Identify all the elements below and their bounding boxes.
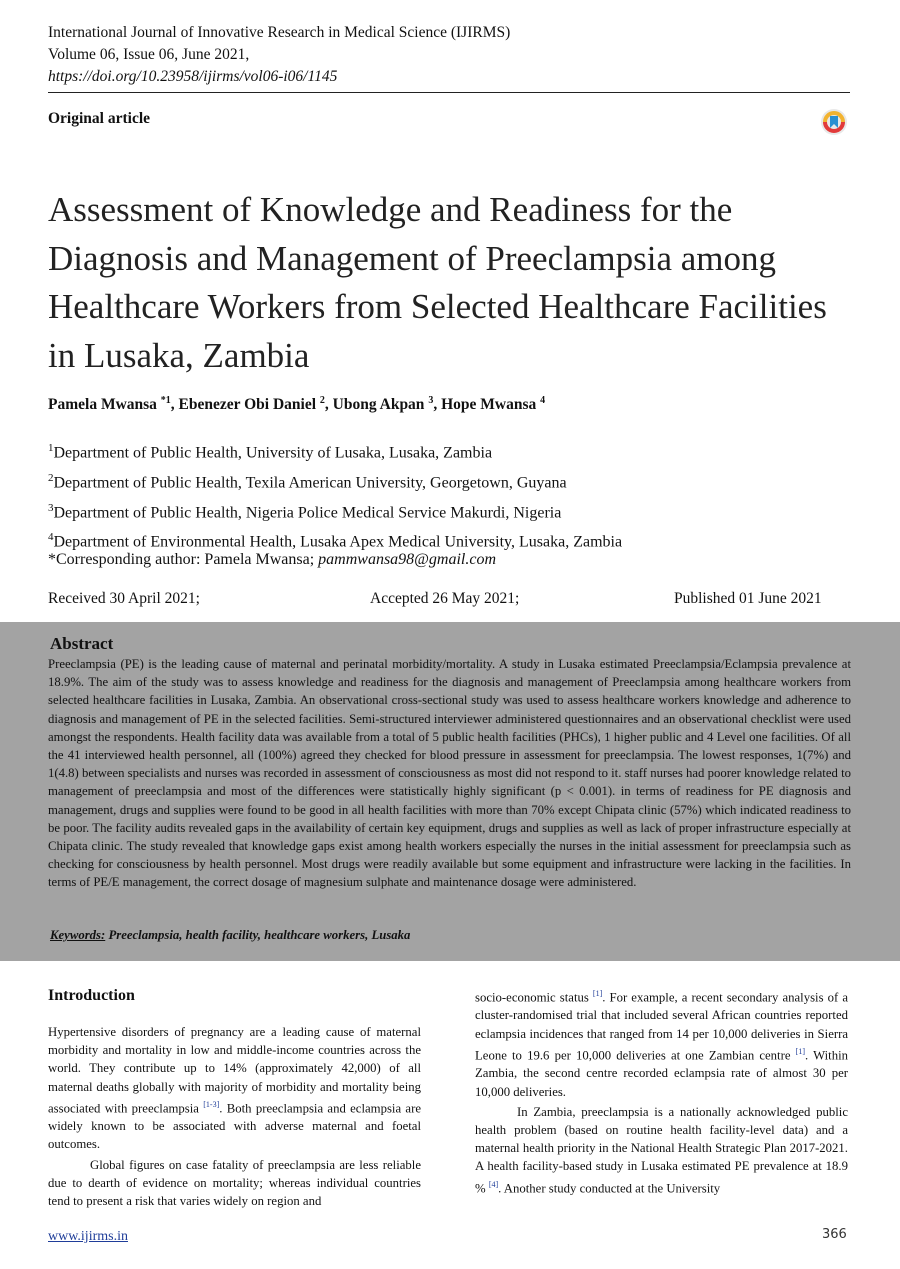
article-title: Assessment of Knowledge and Readiness for the Diagnosis and Management of Preeclampsia among Healthcare Workers from Selected Healthcare Facilities in Lusaka, Zambia <box>48 190 827 375</box>
affiliation-number: 3 <box>48 501 54 514</box>
article-type: Original article <box>48 110 151 127</box>
citation-ref[interactable]: [1] <box>795 1046 805 1056</box>
citation-ref[interactable]: [1-3] <box>203 1099 220 1109</box>
corresponding-email[interactable]: pammwansa98@gmail.com <box>318 551 496 568</box>
keywords <box>50 928 410 943</box>
paragraph <box>48 1023 421 1154</box>
citation-ref[interactable]: [4] <box>488 1179 499 1189</box>
affiliation-number: 2 <box>48 471 54 484</box>
author-affil-sup: 4 <box>540 395 546 406</box>
page-number: 366 <box>822 1227 847 1242</box>
abstract-text: Preeclampsia (PE) is the leading cause of maternal and perinatal morbidity/mortality. A study in Lusaka estimated Preeclampsia/Eclampsia prevalence at 18.9%. The aim of the study was to assess knowledge and readiness for the diagnosis and management of Preeclampsia among healthcare workers from selected healthcare facilities in Lusaka, Zambia. An observational cross-sectional study was used to assess healthcare workers knowledge and adherence to diagnosis and management of PE in the selected facilities. Semi-structured interviewer administered questionnaires and an observational checklist were used amongst the respondents. Health facility data was available from a total of 5 public health facilities (PHCs), 1 higher public and 4 Level one facilities. Of all the 41 interviewed health personnel, all (100%) agreed they checked for blood pressure in assessment for preeclampsia. The lowest responses, 1(7%) and 1(4.8) between specialists and nurses was recorded in assessment of consciousness as most did not respond to it. staff nurses had poorer knowledge related to management of preeclampsia and most of the differences were statistically highly significant (p < 0.001). in terms of readiness for PE diagnosis and management, drugs and supplies were found to be good in all health facilities with more than 70% except Chipata clinic (57%) which indicated readiness to be poor. The facility audits revealed gaps in the availability of certain key equipment, drugs and supplies as well as lack of proper infrastructure especially at Chipata clinic. The study revealed that knowledge gaps exist among health workers especially the nurses in the initial assessment for preeclampsia such as checking for consciousness by health personnel. Most drugs were readily available but some equipment and infrastructure were lacking in the facilities. In terms of PE/E management, the correct dosage of magnesium sulphate and maintenance dosage were administered. <box>48 657 851 890</box>
affiliation-list <box>48 436 622 555</box>
affiliation-item <box>48 436 622 466</box>
volume-issue: Volume 06, Issue 06, June 2021, <box>48 46 250 63</box>
keywords-label: Keywords: <box>50 928 106 942</box>
keywords-text: Preeclampsia, health facility, healthcare workers, Lusaka <box>105 928 411 942</box>
author-name: Ebenezer Obi Daniel <box>178 396 320 414</box>
affiliation-item <box>48 466 622 496</box>
bookmark-badge-icon[interactable] <box>820 108 848 136</box>
author-affil-sup: 3 <box>428 395 434 406</box>
author-separator: , <box>324 396 333 414</box>
paragraph <box>475 985 848 1101</box>
received-date: Received 30 April 2021; <box>48 590 200 607</box>
author-list <box>48 395 545 414</box>
author-name: Ubong Akpan <box>332 396 429 414</box>
paragraph-text: . Both preeclampsia and eclampsia are widely known to be associated with adverse maternal and foetal outcomes. <box>48 1101 421 1152</box>
paragraph-text: Hypertensive disorders of pregnancy are a leading cause of maternal morbidity and mortality in low and middle-income countries across the world. They contribute up to 14% (approximately 42,000) of all maternal deaths globally with majority of morbidity and mortality being associated with preeclampsia <box>48 1025 421 1116</box>
affiliation-text: Department of Public Health, Texila American University, Georgetown, Guyana <box>53 474 567 492</box>
header-divider <box>48 92 850 93</box>
intro-right-column <box>475 985 848 1197</box>
author-name: Hope Mwansa <box>441 396 541 414</box>
affiliation-item <box>48 496 622 526</box>
affiliation-number: 1 <box>48 442 54 454</box>
corresponding-author <box>48 551 496 569</box>
doi-link[interactable]: https://doi.org/10.23958/ijirms/vol06-i06/1145 <box>48 68 338 85</box>
paragraph-text: In Zambia, preeclampsia is a nationally acknowledged public health problem (based on routine health facility-level data) and a maternal health priority in the National Health Strategic Plan 2017-2021. A health facility-based study in Lusaka estimated PE prevalence at 18.9 % <box>475 1104 848 1195</box>
article-dates <box>48 590 838 610</box>
paragraph <box>475 1103 848 1197</box>
paragraph-text: socio-economic status <box>475 990 593 1005</box>
affiliation-text: Department of Environmental Health, Lusaka Apex Medical University, Lusaka, Zambia <box>53 533 623 551</box>
journal-header <box>48 22 510 88</box>
intro-left-column <box>48 1023 421 1210</box>
footer-website-link[interactable]: www.ijirms.in <box>48 1229 128 1244</box>
author-name: Pamela Mwansa <box>48 396 161 414</box>
paragraph-text: Global figures on case fatality of preeclampsia are less reliable due to dearth of evidence on mortality; whereas individual countries tend to present a risk that varies widely on region and <box>48 1157 421 1209</box>
paragraph-text: . For example, a recent secondary analysis of a cluster-randomised trial that included several African countries reported eclampsia incidences that ranged from 14 per 10,000 deliveries in Sierra Leone to 19.6 per 10,000 deliveries at one Zambian centre <box>475 990 848 1063</box>
author-separator: , <box>433 396 442 414</box>
paragraph-text: . Another study conducted at the University <box>498 1180 721 1195</box>
accepted-date: Accepted 26 May 2021; <box>370 590 520 607</box>
abstract-heading: Abstract <box>50 634 114 653</box>
introduction-heading: Introduction <box>48 987 135 1004</box>
author-separator: , <box>170 396 179 414</box>
citation-ref[interactable]: [1] <box>592 989 603 998</box>
corresponding-label: *Corresponding author: Pamela Mwansa; <box>48 551 319 568</box>
published-date: Published 01 June 2021 <box>674 590 822 607</box>
author-affil-sup: 2 <box>319 395 325 406</box>
journal-name: International Journal of Innovative Research in Medical Science (IJIRMS) <box>48 24 511 41</box>
author-affil-sup: *1 <box>160 395 171 406</box>
affiliation-text: Department of Public Health, University of Lusaka, Lusaka, Zambia <box>53 444 493 462</box>
paragraph <box>48 1156 421 1211</box>
affiliation-text: Department of Public Health, Nigeria Police Medical Service Makurdi, Nigeria <box>53 503 562 521</box>
affiliation-number: 4 <box>48 531 54 544</box>
paragraph-text: . Within Zambia, the second centre recorded eclampsia rate of almost 30 per 10,000 deliveries. <box>475 1048 849 1099</box>
